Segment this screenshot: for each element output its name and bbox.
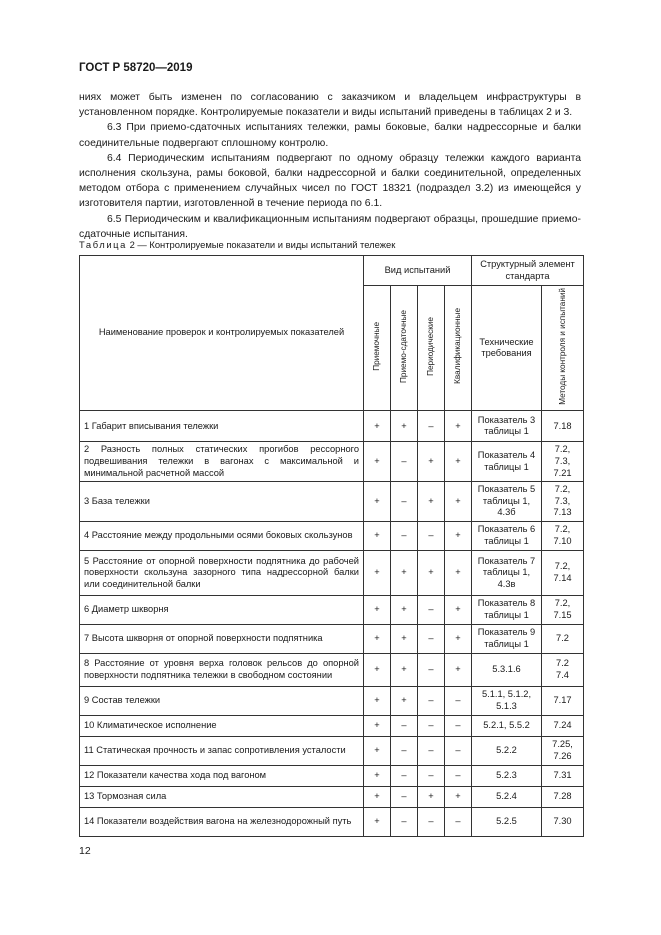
method-cell — [542, 736, 584, 765]
method-line: 7.17 — [553, 695, 572, 706]
tech-req-cell — [472, 765, 542, 786]
table-row — [80, 765, 584, 786]
test-mark: + — [391, 653, 418, 686]
header-acceptance: Приемочные — [372, 322, 382, 371]
test-mark: – — [445, 736, 472, 765]
method-cell — [542, 411, 584, 442]
method-cell — [542, 715, 584, 736]
test-mark: + — [364, 736, 391, 765]
test-mark: + — [364, 807, 391, 836]
table-row — [80, 624, 584, 653]
test-mark: – — [418, 765, 445, 786]
method-line: 7.21 — [553, 467, 572, 478]
tech-req-line: таблицы 1 — [484, 638, 529, 649]
tech-req-line: Показатель 3 — [477, 414, 536, 425]
tech-req-cell — [472, 807, 542, 836]
method-line: 7.2, 7.3, — [554, 484, 571, 506]
method-cell — [542, 624, 584, 653]
test-mark: + — [364, 595, 391, 624]
tech-req-cell — [472, 411, 542, 442]
caption-prefix: Таблица — [79, 239, 127, 250]
body-text — [79, 90, 581, 242]
test-mark: + — [391, 411, 418, 442]
row-name: 11 Статическая прочность и запас сопротивления усталости — [80, 736, 364, 765]
row-name: 3 База тележки — [80, 482, 364, 522]
test-mark: + — [391, 595, 418, 624]
method-line: 7.2 — [556, 658, 569, 669]
test-mark: + — [445, 482, 472, 522]
row-name: 12 Показатели качества хода под вагоном — [80, 765, 364, 786]
test-mark: + — [445, 442, 472, 482]
tech-req-line: 5.2.4 — [496, 791, 517, 802]
test-mark: – — [445, 715, 472, 736]
tech-req-cell — [472, 715, 542, 736]
test-mark: – — [418, 411, 445, 442]
test-mark: + — [391, 624, 418, 653]
method-cell — [542, 786, 584, 807]
tech-req-line: таблицы 1 — [484, 461, 529, 472]
header-methods: Методы контроля и испытаний — [557, 288, 567, 405]
tech-req-cell — [472, 550, 542, 595]
method-line: 7.2 — [556, 633, 569, 644]
test-mark: – — [391, 765, 418, 786]
method-cell — [542, 482, 584, 522]
tech-req-line: Показатель 6 — [477, 524, 536, 535]
tech-req-line: Показатель 4 — [477, 450, 536, 461]
method-line: 7.2, 7.10 — [553, 524, 572, 546]
tests-table — [79, 255, 584, 837]
tech-req-line: Показатель 7 — [477, 555, 536, 566]
table-row — [80, 411, 584, 442]
header-name: Наименование проверок и контролируемых показателей — [80, 256, 364, 411]
method-line: 7.2, 7.14 — [553, 561, 572, 583]
test-mark: – — [418, 624, 445, 653]
method-line: 7.25, 7.26 — [552, 739, 573, 761]
test-mark: + — [364, 653, 391, 686]
test-mark: + — [445, 786, 472, 807]
row-name: 1 Габарит вписывания тележки — [80, 411, 364, 442]
test-mark: + — [445, 595, 472, 624]
paragraph: 6.5 Периодическим и квалификационным испытаниям подвергают образцы, прошедшие приемо-сдаточные испытания. — [79, 213, 581, 240]
method-line: 7.4 — [556, 669, 569, 680]
paragraph: 6.3 При приемо-сдаточных испытаниях тележки, рамы боковые, балки надрессорные и балки соединительные подвергают сплошному контролю. — [79, 122, 581, 149]
header-structural: Структурный элемент стандарта — [472, 256, 584, 286]
tech-req-line: 5.2.5 — [496, 816, 517, 827]
test-mark: + — [364, 521, 391, 550]
test-mark: + — [418, 442, 445, 482]
tech-req-cell — [472, 653, 542, 686]
tech-req-line: Показатель 5 — [477, 484, 536, 495]
tech-req-line: Показатель 9 — [477, 627, 536, 638]
table-row — [80, 686, 584, 715]
test-mark: – — [418, 686, 445, 715]
test-mark: + — [418, 482, 445, 522]
tech-req-cell — [472, 786, 542, 807]
header-tech-req: Технические требования — [472, 286, 542, 411]
test-mark: + — [364, 442, 391, 482]
test-mark: – — [391, 715, 418, 736]
test-mark: + — [364, 715, 391, 736]
test-mark: + — [364, 686, 391, 715]
test-mark: – — [391, 442, 418, 482]
tech-req-cell — [472, 624, 542, 653]
test-mark: + — [418, 786, 445, 807]
table-row — [80, 807, 584, 836]
test-mark: – — [391, 482, 418, 522]
page-number: 12 — [79, 845, 91, 857]
tech-req-cell — [472, 595, 542, 624]
row-name: 2 Разность полных статических прогибов рессорного подвешивания тележки в вагонах с максимальной и минимальной расчетной массой — [80, 442, 364, 482]
row-name: 10 Климатическое исполнение — [80, 715, 364, 736]
method-cell — [542, 765, 584, 786]
method-line: 7.13 — [553, 507, 572, 518]
paragraph: 6.4 Периодическим испытаниям подвергают по одному образцу тележки каждого варианта исполнения скользуна, рамы боковой, балки надрессорной и балки соединительной, определенных методом отбора с применением случайных чисел по ГОСТ 18321 (подраздел 3.2) из имеющейся у изготовителя партии, изготовленной в течение периода по 6.1. — [79, 152, 581, 210]
test-mark: + — [418, 550, 445, 595]
test-mark: – — [391, 521, 418, 550]
test-mark: + — [364, 482, 391, 522]
test-mark: + — [445, 653, 472, 686]
paragraph: ниях может быть изменен по согласованию с заказчиком и владельцем инфраструктуры в установленном порядке. Контролируемые показатели и виды испытаний приведены в таблицах 2 и 3. — [79, 92, 581, 119]
test-mark: – — [445, 807, 472, 836]
tech-req-line: 5.3.1.6 — [492, 664, 521, 675]
method-cell — [542, 807, 584, 836]
table-row — [80, 653, 584, 686]
tech-req-cell — [472, 442, 542, 482]
tech-req-line: 5.1.3 — [496, 700, 517, 711]
document-header: ГОСТ Р 58720—2019 — [79, 62, 193, 74]
test-mark: – — [391, 786, 418, 807]
tech-req-cell — [472, 482, 542, 522]
test-mark: + — [445, 550, 472, 595]
test-mark: + — [364, 786, 391, 807]
test-mark: – — [418, 807, 445, 836]
tech-req-cell — [472, 521, 542, 550]
test-mark: + — [364, 624, 391, 653]
table-row — [80, 550, 584, 595]
method-line: 7.30 — [553, 816, 572, 827]
tech-req-line: 5.1.1, 5.1.2, — [481, 689, 532, 700]
row-name: 7 Высота шкворня от опорной поверхности подпятника — [80, 624, 364, 653]
test-mark: + — [445, 624, 472, 653]
test-mark: – — [418, 653, 445, 686]
caption-text: 2 — Контролируемые показатели и виды испытаний тележек — [126, 239, 396, 250]
method-line: 7.18 — [553, 420, 572, 431]
tech-req-cell — [472, 686, 542, 715]
row-name: 8 Расстояние от уровня верха головок рельсов до опорной поверхности подпятника тележки в свободном состоянии — [80, 653, 364, 686]
table-row — [80, 715, 584, 736]
row-name: 4 Расстояние между продольными осями боковых скользунов — [80, 521, 364, 550]
test-mark: – — [418, 715, 445, 736]
test-mark: + — [445, 521, 472, 550]
table-row — [80, 595, 584, 624]
header-test-types: Вид испытаний — [364, 256, 472, 286]
test-mark: – — [418, 736, 445, 765]
table-row — [80, 482, 584, 522]
method-cell — [542, 550, 584, 595]
test-mark: – — [391, 807, 418, 836]
header-qualification: Квалификационные — [453, 308, 463, 385]
row-name: 13 Тормозная сила — [80, 786, 364, 807]
method-line: 7.2, 7.3, — [554, 444, 571, 466]
test-mark: – — [445, 686, 472, 715]
test-mark: – — [418, 595, 445, 624]
method-line: 7.2, 7.15 — [553, 598, 572, 620]
tech-req-line: Показатель 8 — [477, 598, 536, 609]
method-cell — [542, 686, 584, 715]
method-cell — [542, 442, 584, 482]
row-name: 14 Показатели воздействия вагона на железнодорожный путь — [80, 807, 364, 836]
tech-req-line: таблицы 1 — [484, 609, 529, 620]
table-caption — [79, 239, 395, 250]
row-name: 6 Диаметр шкворня — [80, 595, 364, 624]
test-mark: – — [445, 765, 472, 786]
table-row — [80, 442, 584, 482]
test-mark: + — [364, 411, 391, 442]
table-row — [80, 521, 584, 550]
method-cell — [542, 653, 584, 686]
test-mark: – — [418, 521, 445, 550]
method-line: 7.24 — [553, 720, 572, 731]
test-mark: + — [364, 765, 391, 786]
tech-req-line: таблицы 1, 4.3в — [482, 567, 531, 589]
method-cell — [542, 521, 584, 550]
test-mark: – — [391, 736, 418, 765]
method-line: 7.31 — [553, 770, 572, 781]
tech-req-line: 5.2.1, 5.5.2 — [483, 720, 530, 731]
method-line: 7.28 — [553, 791, 572, 802]
header-periodic: Периодические — [426, 316, 436, 376]
table-row — [80, 736, 584, 765]
tech-req-line: таблицы 1 — [484, 535, 529, 546]
method-cell — [542, 595, 584, 624]
test-mark: + — [445, 411, 472, 442]
tech-req-line: 5.2.3 — [496, 770, 517, 781]
test-mark: + — [364, 550, 391, 595]
header-delivery: Приемо-сдаточные — [399, 309, 409, 383]
row-name: 9 Состав тележки — [80, 686, 364, 715]
row-name: 5 Расстояние от опорной поверхности подпятника до рабочей поверхности скользуна зазорного типа надрессорной балки или соединительной балки — [80, 550, 364, 595]
tech-req-line: таблицы 1, 4.3б — [482, 495, 531, 518]
test-mark: + — [391, 686, 418, 715]
tech-req-line: 5.2.2 — [496, 745, 517, 756]
test-mark: + — [391, 550, 418, 595]
tech-req-cell — [472, 736, 542, 765]
table-row — [80, 786, 584, 807]
tech-req-line: таблицы 1 — [484, 426, 529, 437]
